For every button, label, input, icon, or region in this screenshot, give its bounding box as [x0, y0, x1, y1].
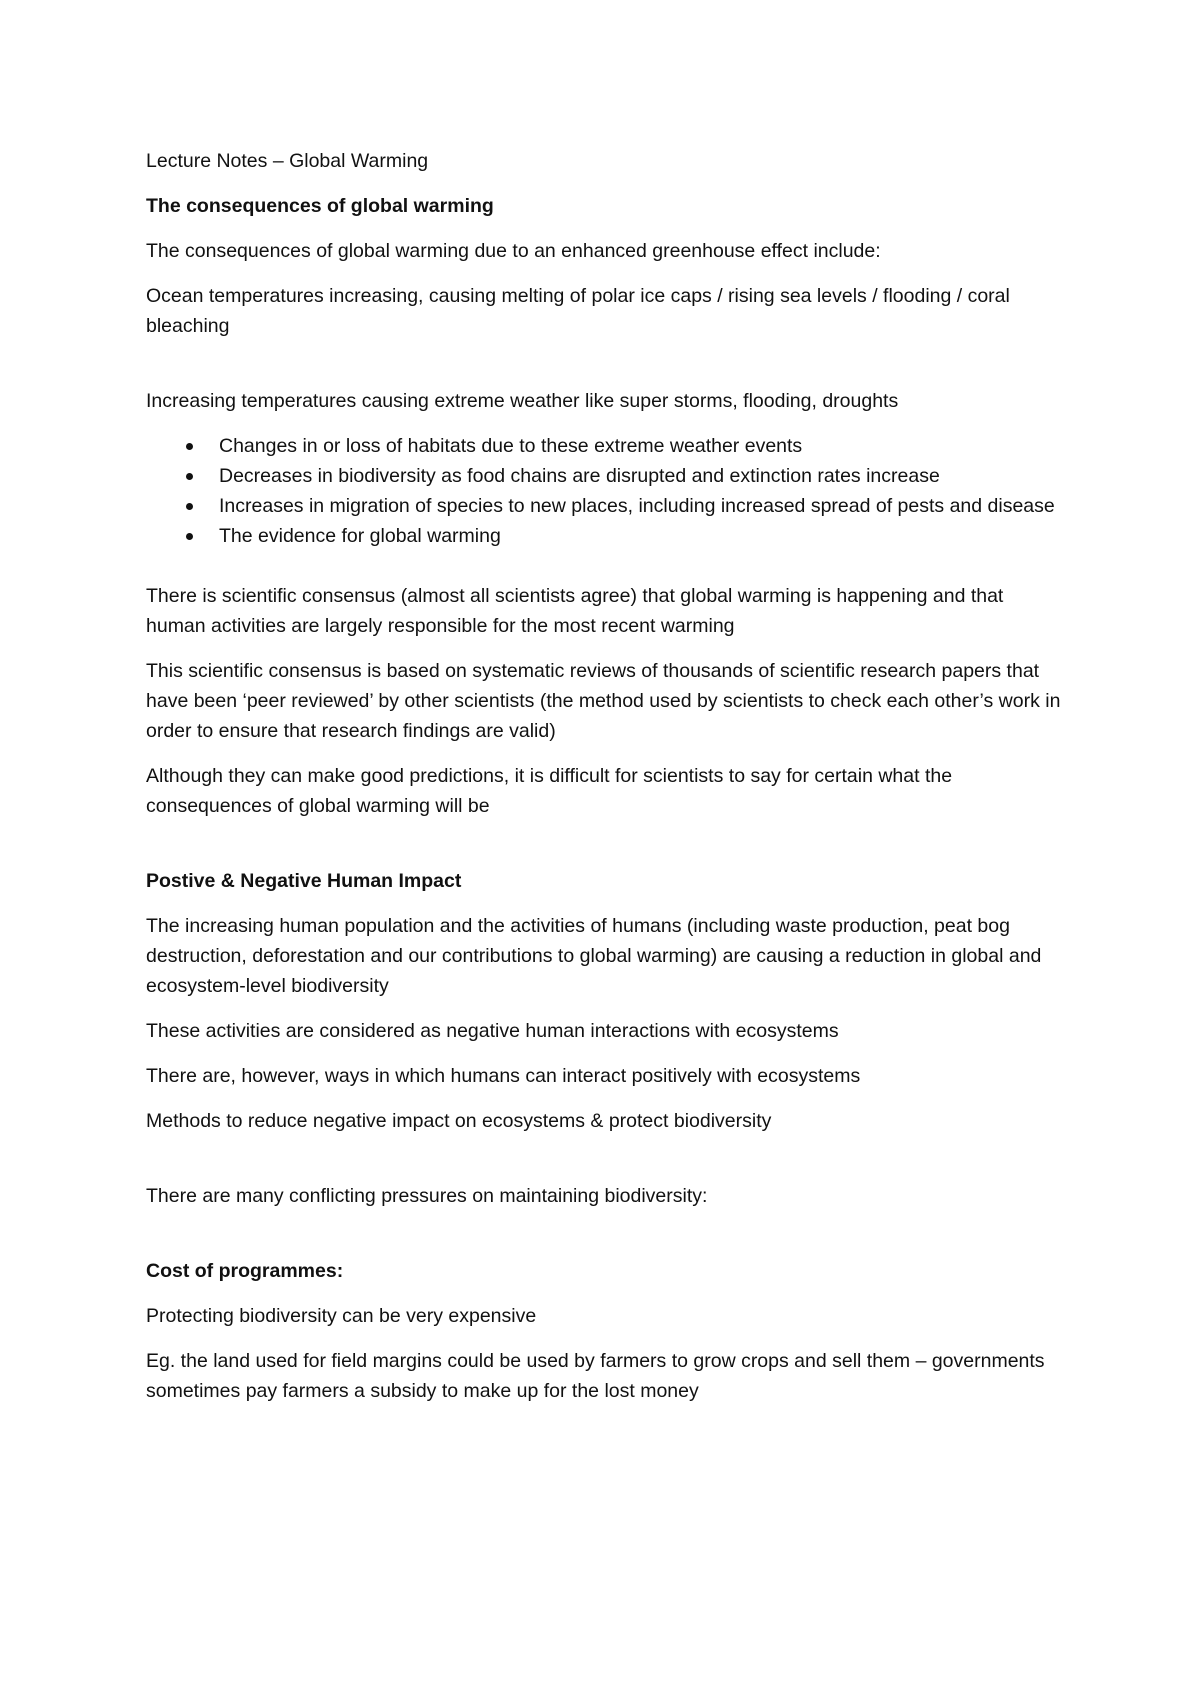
bullet-text: Decreases in biodiversity as food chains are disrupted and extinction rates increase — [219, 465, 940, 487]
expensive-paragraph: Protecting biodiversity can be very expensive — [146, 1305, 537, 1327]
consequences-intro: The consequences of global warming due to an enhanced greenhouse effect include: — [146, 240, 881, 262]
positive-interactions-paragraph: There are, however, ways in which humans can interact positively with ecosystems — [146, 1065, 861, 1087]
bullet-dot-icon — [186, 533, 193, 540]
cost-heading: Cost of programmes: — [146, 1260, 344, 1282]
bullet-dot-icon — [186, 443, 193, 450]
consensus-paragraph: There is scientific consensus (almost all scientists agree) that global warming is happening and that human activities are largely responsible for the most recent warming — [146, 585, 1004, 637]
document-body — [146, 146, 1066, 1421]
consequences-heading: The consequences of global warming — [146, 195, 494, 217]
extreme-weather-paragraph: Increasing temperatures causing extreme weather like super storms, flooding, droughts — [146, 390, 899, 412]
bullet-dot-icon — [186, 473, 193, 480]
predictions-paragraph: Although they can make good predictions, it is difficult for scientists to say for certain what the consequences of global warming will be — [146, 765, 953, 817]
bullet-item — [146, 431, 1066, 461]
bullet-text: Changes in or loss of habitats due to these extreme weather events — [219, 435, 803, 457]
bullet-text: The evidence for global warming — [219, 525, 501, 547]
consensus-basis-paragraph: This scientific consensus is based on systematic reviews of thousands of scientific research papers that have been ‘peer reviewed’ by other scientists (the method used by scientists to check each other’s work in order to ensure that research findings are valid) — [146, 660, 1061, 742]
pressures-paragraph: There are many conflicting pressures on maintaining biodiversity: — [146, 1185, 708, 1207]
bullet-dot-icon — [186, 503, 193, 510]
negative-interactions-paragraph: These activities are considered as negative human interactions with ecosystems — [146, 1020, 839, 1042]
population-paragraph: The increasing human population and the activities of humans (including waste production, peat bog destruction, deforestation and our contributions to global warming) are causing a reduction in global and ecosystem-level biodiversity — [146, 915, 1042, 997]
bullet-text: Increases in migration of species to new places, including increased spread of pests and disease — [219, 495, 1055, 517]
lecture-title: Lecture Notes – Global Warming — [146, 150, 429, 172]
methods-paragraph: Methods to reduce negative impact on ecosystems & protect biodiversity — [146, 1110, 772, 1132]
consequences-bullet-list — [146, 431, 1066, 551]
ocean-paragraph: Ocean temperatures increasing, causing melting of polar ice caps / rising sea levels / flooding / coral bleaching — [146, 285, 1010, 337]
example-paragraph: Eg. the land used for field margins could be used by farmers to grow crops and sell them – governments sometimes pay farmers a subsidy to make up for the lost money — [146, 1350, 1045, 1402]
bullet-item — [146, 521, 1066, 551]
bullet-item — [146, 491, 1066, 521]
bullet-item — [146, 461, 1066, 491]
human-impact-heading: Postive & Negative Human Impact — [146, 870, 462, 892]
